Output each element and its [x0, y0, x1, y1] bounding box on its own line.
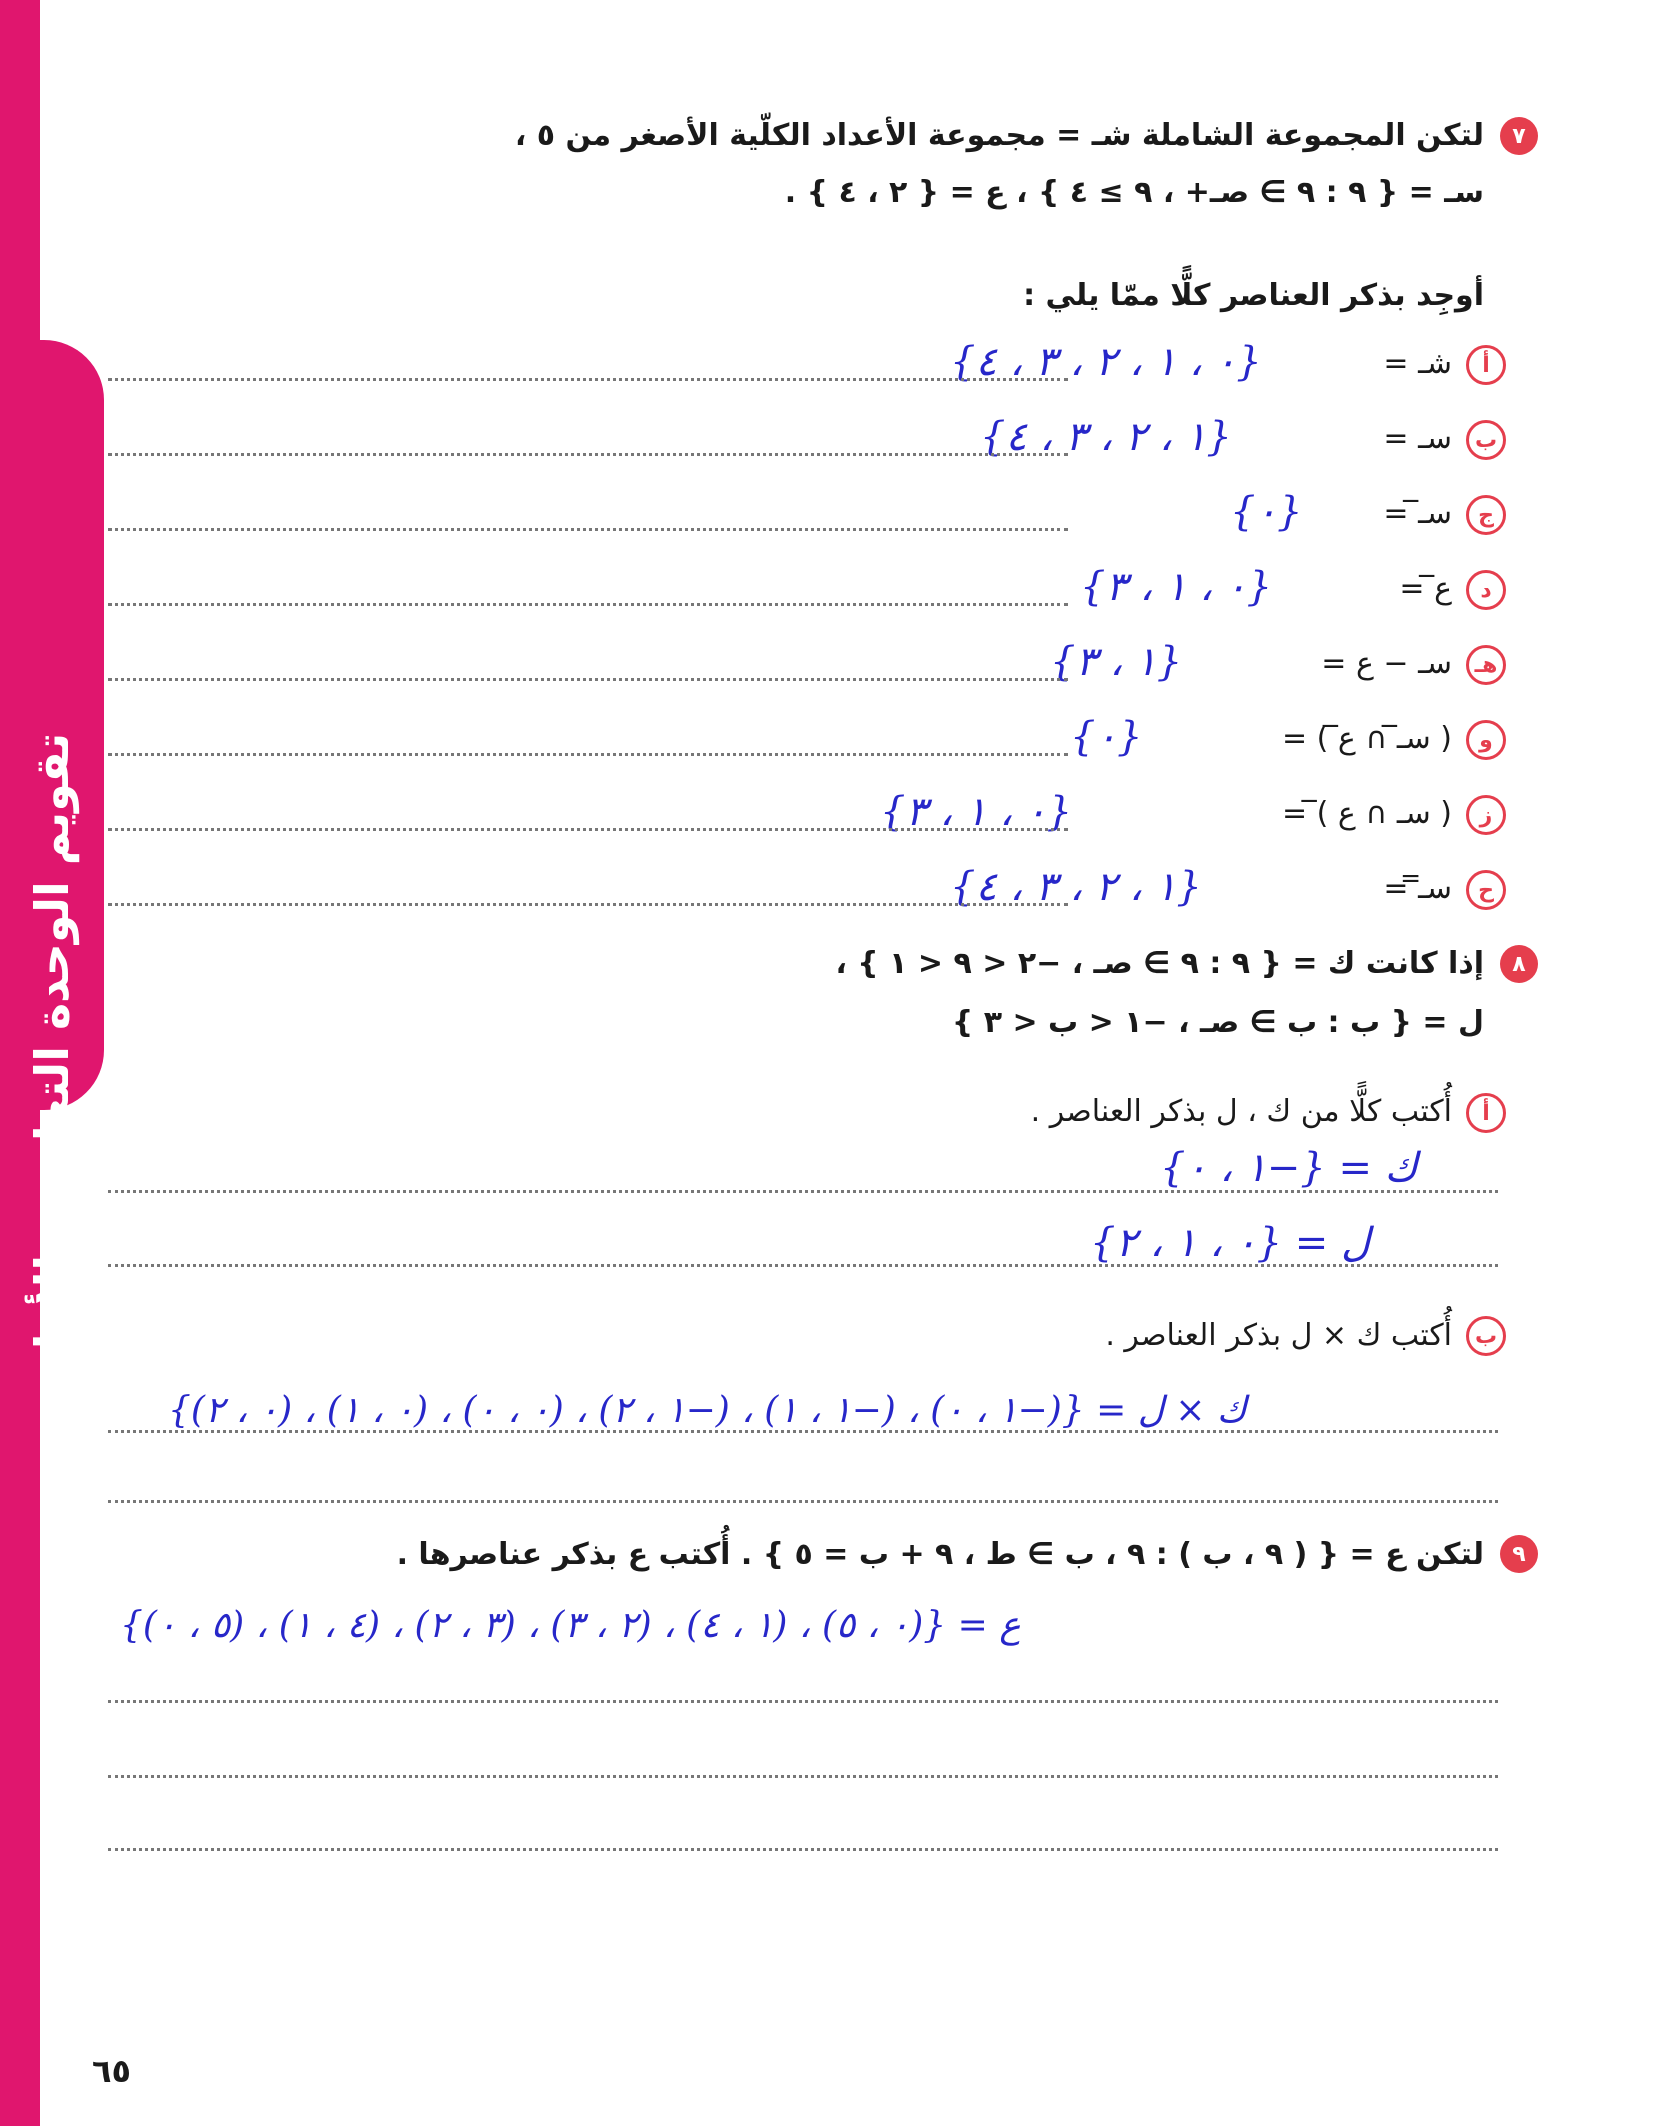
answer-line [108, 1190, 1498, 1193]
answer-line [108, 1700, 1498, 1703]
side-tab-title: تقويم الوحدة التعليمية الأولى [25, 732, 79, 1398]
answer-line [108, 678, 1068, 681]
q8-part-b-text: أُكتب ك × ل بذكر العناصر . [1105, 1318, 1452, 1353]
answer-line [108, 1430, 1498, 1433]
q8-part-b-letter: ب [1466, 1316, 1506, 1356]
q7-item-letter: ب [1466, 420, 1506, 460]
q7-item-answer: {٠ ، ١ ، ٣} [880, 789, 1073, 835]
side-tab [0, 340, 104, 1398]
q7-item-letter: ج [1466, 495, 1506, 535]
answer-line [108, 378, 1068, 381]
answer-line [108, 753, 1068, 756]
q7-item-letter: ح [1466, 870, 1506, 910]
q7-item-answer: {١ ، ٢ ، ٣ ، ٤} [980, 414, 1232, 460]
page-number: ٦٥ [92, 2052, 132, 2090]
q7-item-expression: سـ − ع = [1321, 646, 1452, 681]
q7-item-answer: {٠ ، ١ ، ٣} [1080, 564, 1273, 610]
q7-item-answer: {٠} [1230, 489, 1303, 535]
q8-answer-l: ل = {٠ ، ١ ، ٢} [1090, 1220, 1371, 1266]
q7-item-expression: سـ̅ = [1383, 496, 1452, 531]
q7-item-expression: ع̅ = [1399, 571, 1452, 606]
q7-item-expression: سـ = [1383, 421, 1452, 456]
q7-item-letter: هـ [1466, 645, 1506, 685]
question-number-8: ٨ [1500, 945, 1538, 983]
q8-line1: إذا كانت ك = { ٩ : ٩ ∋ صـ ، −٢ < ٩ < ١ } ، [835, 946, 1484, 981]
q7-item-expression: سـ̿ = [1383, 871, 1452, 906]
answer-line [108, 1775, 1498, 1778]
answer-line [108, 603, 1068, 606]
q7-item-letter: أ [1466, 345, 1506, 385]
answer-line [108, 1264, 1498, 1267]
q8-answer-k: ك = {−١ ، ٠} [1160, 1145, 1418, 1191]
q8-answer-kl: ك × ل = {(−١ ، ٠) ، (−١ ، ١) ، (−١ ، ٢) ، (٠ ، ٠) ، (٠ ، ١) ، (٠ ، ٢)} [168, 1390, 1247, 1431]
answer-line [108, 528, 1068, 531]
q8-line2: ل = { ب : ب ∋ صـ ، −١ < ب < ٣ } [951, 1005, 1484, 1040]
question-number-7: ٧ [1500, 117, 1538, 155]
q7-instruction: أوجِد بذكر العناصر كلًّا ممّا يلي : [1023, 278, 1484, 313]
q7-line2: سـ = { ٩ : ٩ ∋ صـ+ ، ٩ ≥ ٤ } ، ع = { ٢ ، ٤ } . [784, 175, 1484, 210]
q9-answer: ع = {(٠ ، ٥) ، (١ ، ٤) ، (٢ ، ٣) ، (٣ ، ٢) ، (٤ ، ١) ، (٥ ، ٠)} [120, 1605, 1021, 1646]
question-number-9: ٩ [1500, 1535, 1538, 1573]
q9-line: لتكن ع = { ( ٩ ، ب ) : ٩ ، ب ∋ ط ، ٩ + ب = ٥ } . أُكتب ع بذكر عناصرها . [396, 1537, 1484, 1572]
answer-line [108, 453, 1068, 456]
answer-line [108, 903, 1068, 906]
q8-part-a-letter: أ [1466, 1093, 1506, 1133]
q7-item-letter: و [1466, 720, 1506, 760]
answer-line [108, 1848, 1498, 1851]
q7-item-letter: ز [1466, 795, 1506, 835]
q7-item-answer: {٠ ، ١ ، ٢ ، ٣ ، ٤} [950, 339, 1262, 385]
q7-item-expression: ( سـ ∩ ع )̅ = [1281, 796, 1452, 831]
q7-item-letter: د [1466, 570, 1506, 610]
q7-item-answer: {١ ، ٣} [1050, 639, 1183, 685]
q7-item-expression: ( سـ̅ ∩ ع̅ ) = [1281, 721, 1452, 756]
q7-item-expression: شـ = [1383, 346, 1452, 381]
q7-item-answer: {٠} [1070, 714, 1143, 760]
answer-line [108, 828, 1068, 831]
q8-part-a-text: أُكتب كلًّا من ك ، ل بذكر العناصر . [1030, 1094, 1452, 1129]
q7-line1: لتكن المجموعة الشاملة شـ = مجموعة الأعداد الكلّية الأصغر من ٥ ، [514, 118, 1484, 153]
q7-item-answer: {١ ، ٢ ، ٣ ، ٤} [950, 864, 1202, 910]
answer-line [108, 1500, 1498, 1503]
